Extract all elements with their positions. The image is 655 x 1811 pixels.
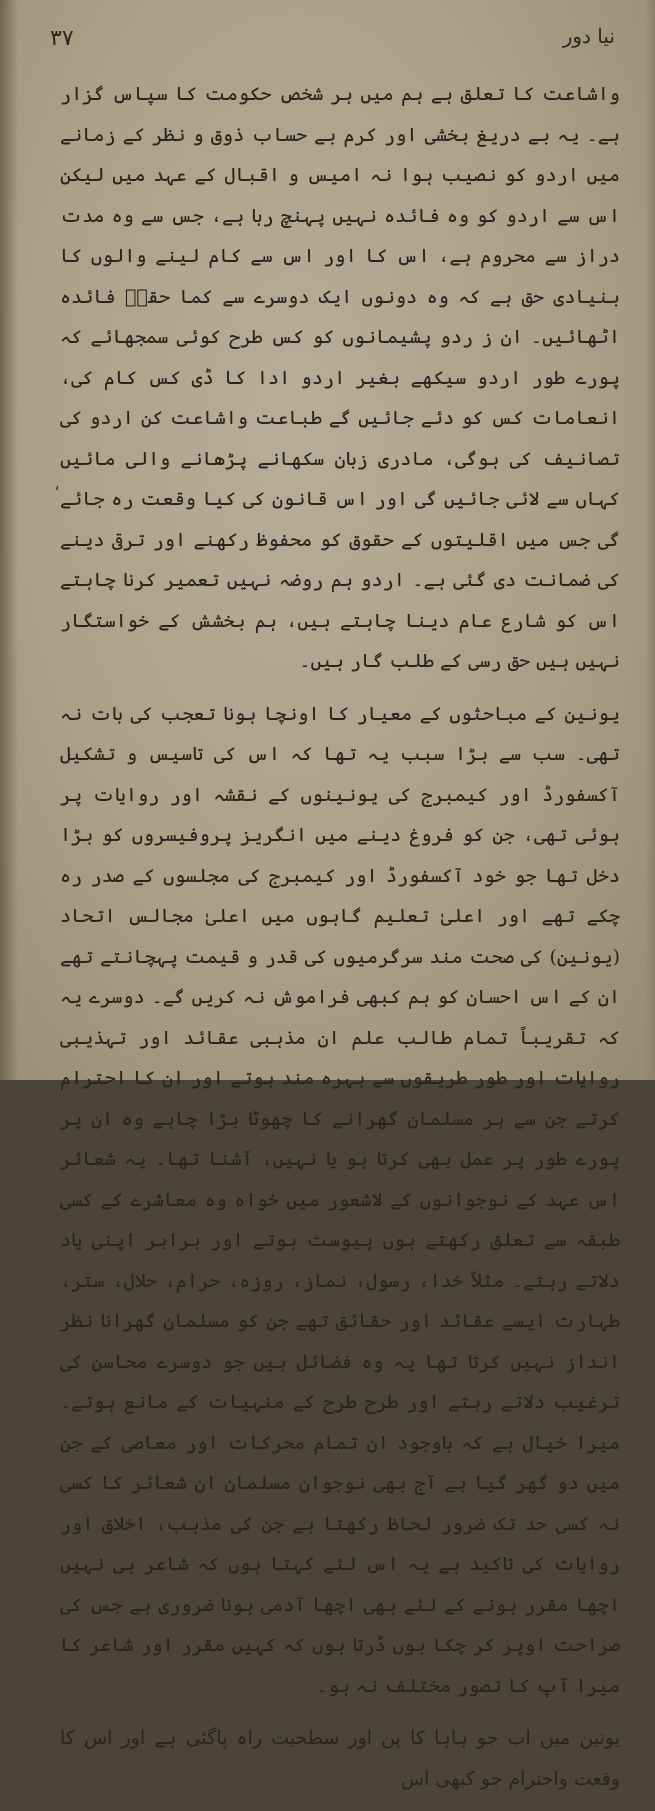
page-header	[50, 22, 615, 66]
paragraph-3: یونین میں اب جو ہاہا کا پن اور سطحیت راہ پاگئی ہے اور اس کا وقعت واحترام جو کبھی اس	[60, 1727, 620, 1790]
running-title: نیا دور	[562, 24, 615, 48]
margin-mark: ،	[54, 474, 60, 495]
body-text	[60, 74, 620, 1811]
paragraph-2: یونین کے مباحثوں کے معیار کا اونچا ہونا تعجب کی بات نہ تھی۔ سب سے بڑا سبب یہ تھا کہ اس کی تاسیس و تشکیل آکسفورڈ اور کیمبرج کی یونینوں کے نقشہ اور روایات پر ہوئی تھی، جن کو فروغ دینے میں انگریز پروفیسروں کو بڑا دخل تھا جو خود آکسفورڈ اور کیمبرج کی مجلسوں کے صدر رہ چکے تھے اور اعلیٰ تعلیم گاہوں میں اعلیٰ مجالس اتحاد (یونین) کی صحت مند سرگرمیوں کی قدر و قیمت پہچانتے تھے ان کے اس احسان کو ہم کبھی فراموش نہ کریں گے۔ دوسرے یہ کہ تقریباً تمام طالب علم ان مذہبی عقائد اور تہذیبی روایات اور طور طریقوں سے بہرہ مند ہوتے اور ان کا احترام کرتے جن سے ہر مسلمان گھرانے کا چھوٹا بڑا چاہے وہ ان پر پورے طور پر عمل بھی کرتا ہو یا نہیں، آشنا تھا۔ یہ شعائر اس عہد کے نوجوانوں کے لاشعور میں خواہ وہ معاشرے کے کسی طبقہ سے تعلق رکھتے ہوں پیوست ہوتے اور برابر اپنی یاد دلاتے رہتے۔ مثلاً خدا، رسول، نماز، روزہ، حرام، حلال، ستر، طہارت ایسے عقائد اور حقائق تھے جن کو مسلمان گھرانا نظر انداز نہیں کرتا تھا یہ وہ فضائل ہیں جو دوسرے محاسن کی ترغیب دلاتے رہتے اور طرح طرح کے منہیات کے مانع ہوتے۔ میرا خیال ہے کہ باوجود ان تمام محرکات اور معاصی کے جن میں دو گھر گیا ہے آج بھی نوجوان مسلمان ان شعائر کا کسی نہ کسی حد تک ضرور لحاظ رکھتا ہے جن کی مذہب، اخلاق اور روایات کی تاکید ہے یہ اس لئے کہتا ہوں کہ شاعر ہی نہیں اچھا مقرر ہونے کے لئے بھی اچھا آدمی ہونا ضروری ہے جس کی صراحت اوپر کر چکا ہوں ڈرتا ہوں کہ کہیں مقرر اور شاعر کا میرا آپ کا تصور مختلف نہ ہو۔	[60, 702, 620, 1697]
paragraph-1: واشاعت کا تعلق ہے ہم میں ہر شخص حکومت کا سپاس گزار ہے۔ یہ بے دریغ بخشی اور کرم بے حساب ذوق و نظر کے زمانے میں اردو کو نصیب ہوا نہ امیس و اقبال کے عہد میں لیکن اس سے اردو کو وہ فائدہ نہیں پہنچ رہا ہے، جس سے وہ مدت دراز سے محروم ہے، اس کا اور اس سے کام لینے والوں کا بنیادی حق ہے کہ وہ دونوں ایک دوسرے سے کما حقہٗ فائدہ اٹھائیں۔ ان ز ردو پشیمانوں کو کس طرح کوئی سمجھائے کہ پورے طور اردو سیکھے بغیر اردو ادا کا ڈی کس کام کی، انعامات کس کو دئے جائیں گے طباعت واشاعت کن اردو کی تصانیف کی ہوگی، مادری زبان سکھانے پڑھانے والی مائیں کہاں سے لائی جائیں گی اور اس قانون کی کیا وقعت رہ جائے گی جس میں اقلیتوں کے حقوق کو محفوظ رکھنے اور ترقی دینے کی ضمانت دی گئی ہے۔ اردو ہم روضہ نہیں تعمیر کرنا چاہتے اس کو شارع عام دینا چاہتے ہیں، ہم بخشش کے خواستگار نہیں ہیں حق رسی کے طلب گار ہیں۔	[60, 83, 620, 672]
page-number: ۳۷	[50, 26, 74, 51]
